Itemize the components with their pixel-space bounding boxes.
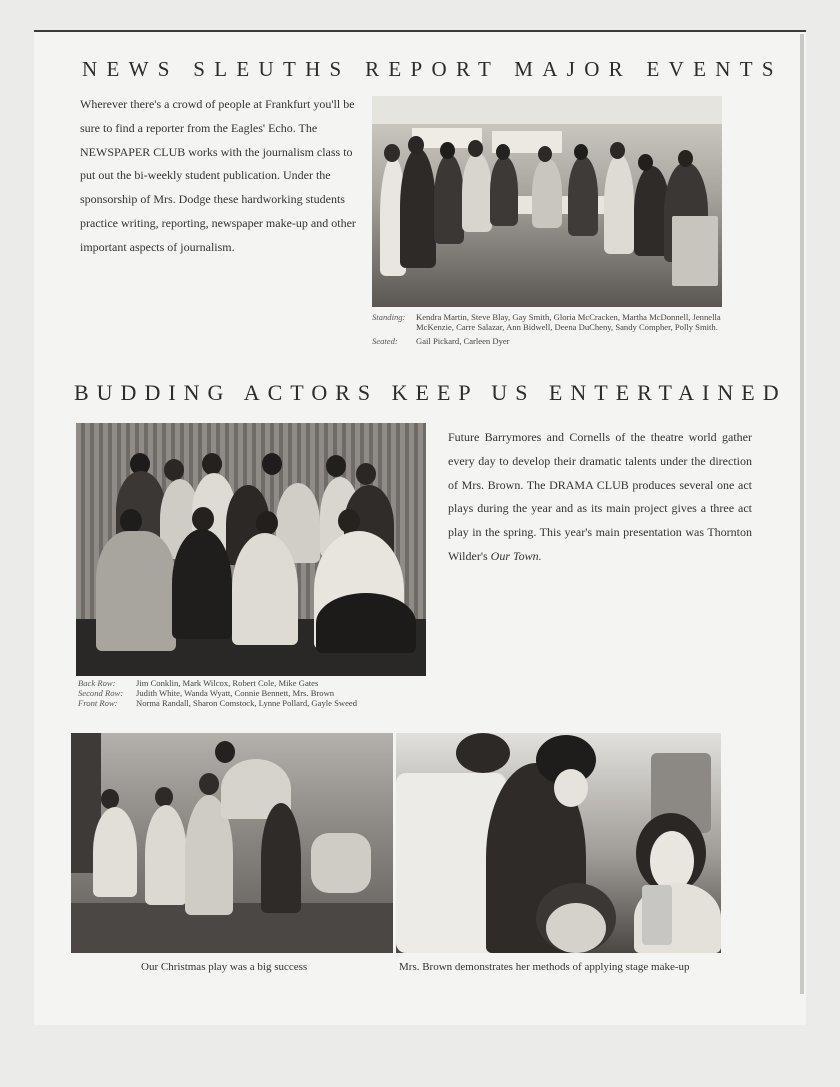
standing-names: Kendra Martin, Steve Blay, Gay Smith, Gloria McCracken, Martha McDonnell, Jennella McKenzie, Carre Salazar, Ann Bidwell, Deena DuCheny, Sandy Compher, Polly Smith. — [416, 312, 721, 332]
stage-makeup-photo — [396, 733, 721, 953]
drama-club-caption — [78, 678, 438, 708]
second-row-label: Second Row: — [78, 688, 124, 698]
page-edge-shadow — [800, 34, 804, 994]
back-row-names: Jim Conklin, Mark Wilcox, Robert Cole, Mike Gates — [136, 678, 319, 688]
newspaper-club-photo — [372, 96, 722, 307]
caption-second-row — [78, 688, 438, 698]
second-row-names: Judith White, Wanda Wyatt, Connie Bennett, Mrs. Brown — [136, 688, 335, 698]
caption-back-row — [78, 678, 438, 688]
newspaper-club-caption — [372, 312, 732, 346]
seated-names: Gail Pickard, Carleen Dyer — [416, 336, 510, 346]
newspaper-club-heading: NEWS SLEUTHS REPORT MAJOR EVENTS — [82, 57, 783, 81]
top-rule — [34, 30, 806, 32]
christmas-play-photo — [71, 733, 393, 953]
christmas-play-caption: Our Christmas play was a big success — [141, 961, 308, 973]
drama-club-text — [448, 426, 752, 569]
front-row-label: Front Row: — [78, 698, 118, 708]
play-title: Our Town. — [490, 548, 542, 563]
caption-standing-row — [372, 312, 732, 332]
drama-club-photo — [76, 423, 426, 676]
caption-seated-row — [372, 336, 732, 346]
standing-label: Standing: — [372, 312, 406, 322]
drama-club-text-main: Future Barrymores and Cornells of the theatre world gather every day to develop their dramatic talents under the direction of Mrs. Brown. The DRAMA CLUB produces several one act plays during the year and as its main project gives a three act play in the spring. This year's main presentation was Thornton Wilder's — [448, 430, 752, 563]
seated-label: Seated: — [372, 336, 398, 346]
back-row-label: Back Row: — [78, 678, 116, 688]
drama-club-heading: BUDDING ACTORS KEEP US ENTERTAINED — [74, 380, 787, 405]
front-row-names: Norma Randall, Sharon Comstock, Lynne Pollard, Gayle Sweed — [136, 698, 358, 708]
caption-front-row — [78, 698, 438, 708]
newspaper-club-text: Wherever there's a crowd of people at Frankfurt you'll be sure to find a reporter from the Eagles' Echo. The NEWSPAPER CLUB works with the journalism class to put out the bi-weekly student publication. Under the sponsorship of Mrs. Dodge these hardworking students practice writing, reporting, newspaper make-up and other important aspects of journalism. — [80, 97, 356, 254]
stage-makeup-caption: Mrs. Brown demonstrates her methods of applying stage make-up — [399, 961, 690, 973]
